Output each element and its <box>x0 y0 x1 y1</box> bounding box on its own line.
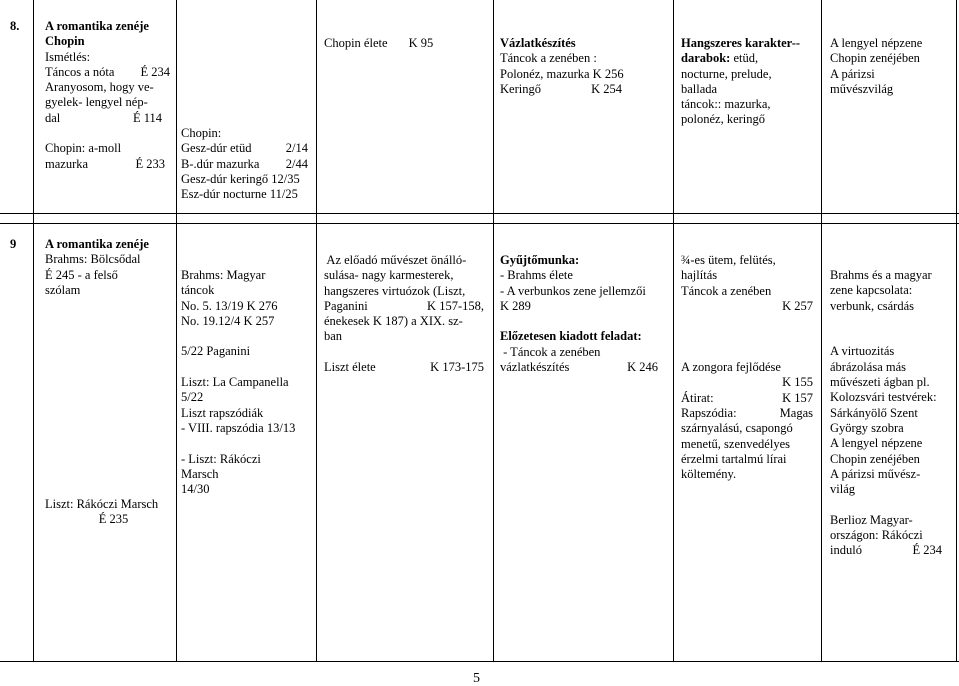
concepts-line: ballada <box>681 81 718 96</box>
connection-line: ábrázolása más <box>830 359 907 374</box>
task-line: Polonéz, mazurka K 256 <box>500 66 624 81</box>
task-heading: Vázlatkészítés <box>500 36 576 50</box>
listening-item: - Liszt: Rákóczi <box>181 451 261 466</box>
knowledge-ref: K 95 <box>408 36 434 50</box>
song-item: Liszt: Rákóczi Marsch <box>45 497 159 511</box>
listening-item: Liszt rapszódiák <box>181 405 264 420</box>
connection-line: A párizsi művész- <box>830 466 921 481</box>
row8-connections-cell <box>830 36 922 97</box>
task-line: - Brahms élete <box>500 268 573 283</box>
knowledge-line: énekesek K 187) a XIX. sz- <box>324 314 463 329</box>
concepts-line: polonéz, keringő <box>681 112 766 127</box>
row-rule <box>0 661 959 662</box>
column-rule <box>821 0 822 662</box>
row9-topic-bottom <box>45 497 170 528</box>
connection-line: világ <box>830 482 855 497</box>
row-number: 8. <box>10 19 20 33</box>
connection-line: zene kapcsolata: <box>830 283 913 298</box>
row9-concepts-cell <box>681 253 813 482</box>
listening-item: 5/22 <box>181 390 204 405</box>
connection-line: A párizsi <box>830 66 875 81</box>
listening-item: Gesz-dúr etüd 2/14 <box>181 141 308 156</box>
connection-line: művészeti ágban pl. <box>830 375 930 390</box>
connection-line: Chopin zenéjében <box>830 451 920 466</box>
song-item: Aranyosom, hogy ve- <box>45 80 154 95</box>
task-heading: Gyűjtőmunka: <box>500 253 580 267</box>
listening-item: Brahms: Magyar <box>181 268 266 282</box>
connection-line: Chopin zenéjében <box>830 51 920 66</box>
concepts-line: A zongora fejlődése <box>681 360 781 375</box>
column-rule <box>493 0 494 662</box>
connection-line: Kolozsvári testvérek: <box>830 390 937 405</box>
song-item: szólam <box>45 282 81 297</box>
concepts-heading: Hangszeres karakter-- <box>681 36 801 50</box>
concepts-line: Táncok a zenében <box>681 283 772 298</box>
row-rule <box>0 223 959 224</box>
listening-item: Marsch <box>181 466 219 481</box>
task-line: K 289 <box>500 298 531 313</box>
row8-concepts-cell <box>681 36 800 128</box>
knowledge-line: Paganini K 157-158, <box>324 298 484 313</box>
listening-item: Esz-dúr nocturne 11/25 <box>181 187 298 202</box>
listening-item: No. 5. 13/19 K 276 <box>181 298 278 313</box>
connection-line: Berlioz Magyar- <box>830 512 913 527</box>
row8-task-cell <box>500 36 622 97</box>
connection-line: művészvilág <box>830 81 894 96</box>
song-item: dal É 114 <box>45 110 162 125</box>
column-rule <box>673 0 674 662</box>
connection-line: országon: Rákóczi <box>830 528 923 543</box>
column-rule <box>176 0 177 662</box>
task-line: Táncok a zenében : <box>500 51 597 66</box>
page-number: 5 <box>473 671 480 686</box>
concepts-line: érzelmi tartalmú lírai <box>681 451 787 466</box>
concepts-ref: K 155 <box>782 375 813 390</box>
knowledge-line: Liszt élete K 173-175 <box>324 360 484 375</box>
topic-title: A romantika zenéje <box>45 237 149 251</box>
concepts-line: táncok:: mazurka, <box>681 97 771 112</box>
listening-label: Chopin: <box>181 126 222 140</box>
column-rule <box>33 0 34 662</box>
column-rule <box>956 0 957 662</box>
topic-title: A romantika zenéje <box>45 19 149 33</box>
row-rule <box>0 213 959 214</box>
row8-topic-cell <box>45 19 170 172</box>
listening-item: - VIII. rapszódia 13/13 <box>181 420 296 435</box>
task-line: - Táncok a zenében <box>500 344 601 359</box>
task-line: vázlatkészítés K 246 <box>500 360 658 375</box>
knowledge-line: Az előadó művészet önálló- <box>324 253 467 267</box>
row9-connections-cell <box>830 268 942 559</box>
song-item: Brahms: Bölcsődal <box>45 252 141 267</box>
concepts-line: költemény. <box>681 467 737 482</box>
listening-item: Gesz-dúr keringő 12/35 <box>181 171 300 186</box>
row9-task-cell <box>500 253 658 375</box>
connection-line: Sárkányölő Szent <box>830 405 918 420</box>
task-heading: Előzetesen kiadott feladat: <box>500 329 642 344</box>
listening-item: 14/30 <box>181 482 210 497</box>
concepts-ref: K 257 <box>782 298 813 313</box>
connection-line: A lengyel népzene <box>830 36 923 50</box>
topic-subtitle: Chopin <box>45 34 85 49</box>
listening-item: No. 19.12/4 K 257 <box>181 313 275 328</box>
row-number: 9 <box>10 237 17 251</box>
connection-line: verbunk, csárdás <box>830 298 914 313</box>
song-item: Táncos a nóta É 234 <box>45 64 170 79</box>
song-item: Chopin: a-moll <box>45 141 122 156</box>
song-item: É 245 - a felső <box>45 267 118 282</box>
listening-item: táncok <box>181 283 215 298</box>
task-line: - A verbunkos zene jellemzői <box>500 283 646 298</box>
connection-line: induló É 234 <box>830 543 942 558</box>
listening-item: B-.dúr mazurka 2/44 <box>181 156 308 171</box>
row8-knowledge-cell <box>324 36 433 51</box>
connection-line: György szobra <box>830 420 904 435</box>
song-item: mazurka É 233 <box>45 156 165 171</box>
knowledge-line: ban <box>324 329 343 344</box>
row9-knowledge-cell <box>324 253 484 375</box>
connection-line: A lengyel népzene <box>830 436 923 451</box>
knowledge-line: hangszeres virtuózok (Liszt, <box>324 283 466 298</box>
task-line: Keringő K 254 <box>500 81 622 96</box>
concepts-line: hajlítás <box>681 268 718 283</box>
column-rule <box>316 0 317 662</box>
concepts-line: ¾-es ütem, felütés, <box>681 253 776 267</box>
row9-listening-cell <box>181 268 295 497</box>
listening-item: 5/22 Paganini <box>181 344 251 359</box>
concepts-line: Átirat: K 157 <box>681 390 813 405</box>
song-item: gyelek- lengyel nép- <box>45 95 148 110</box>
song-ref: É 235 <box>98 512 129 527</box>
concepts-line: darabok: etüd, <box>681 51 759 66</box>
listening-item: Liszt: La Campanella <box>181 375 289 390</box>
row9-topic-cell <box>45 237 170 298</box>
connection-line: Brahms és a magyar <box>830 268 932 282</box>
concepts-line: Rapszódia: Magas <box>681 405 813 420</box>
concepts-line: menetű, szenvedélyes <box>681 436 790 451</box>
concepts-line: nocturne, prelude, <box>681 66 772 81</box>
review-label: Ismétlés: <box>45 49 91 64</box>
knowledge-line: sulása- nagy karmesterek, <box>324 268 454 283</box>
row8-listening-cell <box>181 126 308 202</box>
knowledge-item: Chopin élete <box>324 36 388 50</box>
connection-line: A virtuozitás <box>830 344 895 359</box>
concepts-line: szárnyalású, csapongó <box>681 421 793 436</box>
